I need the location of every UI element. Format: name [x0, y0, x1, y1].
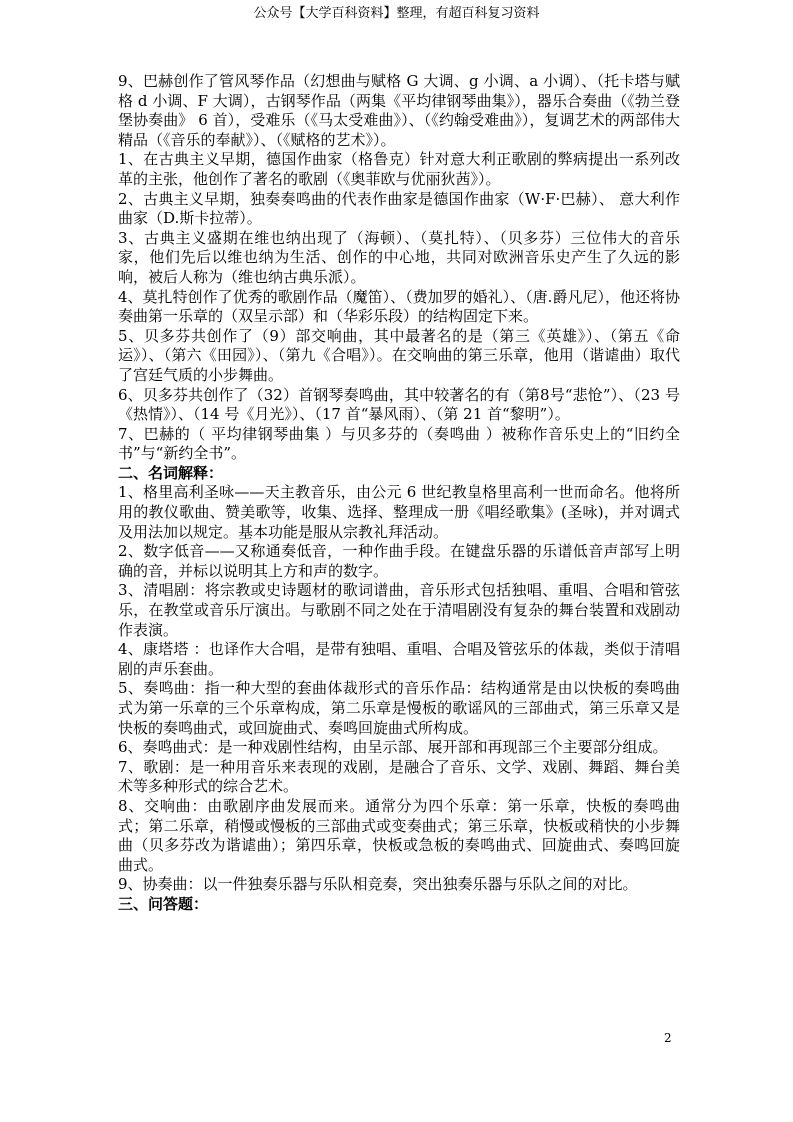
paragraph: 9、协奏曲：以一件独奏乐器与乐队相竞奏，突出独奏乐器与乐队之间的对比。	[118, 875, 638, 894]
paragraph: 1、在古典主义早期，德国作曲家（格鲁克）针对意大利正歌剧的弊病提出一系列改革的主张，他创作了著名的歌剧（《奥菲欧与优丽狄茜》）。	[118, 150, 680, 188]
paragraph: 6、奏鸣曲式：是一种戏剧性结构，由呈示部、展开部和再现部三个主要部分组成。	[118, 738, 668, 757]
section-heading: 三、问答题：	[118, 894, 209, 913]
paragraph: 8、交响曲：由歌剧序曲发展而来。通常分为四个乐章：第一乐章，快板的奏鸣曲式；第二乐章，稍慢或慢板的三部曲式或变奏曲式；第三乐章，快板或稍快的小步舞曲（贝多芬改为谐谑曲）；第四乐章，快板或急板的奏鸣曲式、回旋曲式、奏鸣回旋曲式。	[118, 796, 680, 874]
paragraph: 7、巴赫的（ 平均律钢琴曲集 ）与贝多芬的（奏鸣曲 ）被称作音乐史上的“旧约全书”与“新约全书”。	[118, 424, 680, 463]
paragraph: 7、歌剧：是一种用音乐来表现的戏剧，是融合了音乐、文学、戏剧、舞蹈、舞台美术等多种形式的综合艺术。	[118, 757, 680, 796]
section-heading: 二、名词解释：	[118, 463, 224, 482]
page-header: 公众号【大学百科资料】整理，有超百科复习资料	[253, 6, 540, 21]
paragraph: 1、格里高利圣咏——天主教音乐，由公元 6 世纪教皇格里高利一世而命名。他将所用的教仪歌曲、赞美歌等，收集、选择、整理成一册《唱经歌集》(圣咏)，并对调式及用法加以规定。基本功能是服从宗教礼拜活动。	[118, 483, 680, 541]
paragraph: 9、巴赫创作了管风琴作品（幻想曲与赋格 G 大调、g 小调、a 小调）、（托卡塔与赋格 d 小调、F 大调），古钢琴作品（两集《平均律钢琴曲集》），器乐合奏曲（《勃兰登堡协奏曲》 6 首），受难乐（《马太受难曲》）、（《约翰受难曲》），复调艺术的两部伟大精品（《音乐的奉献》）、（《赋格的艺术》）。	[118, 72, 680, 149]
paragraph: 4、莫扎特创作了优秀的歌剧作品（魔笛）、（费加罗的婚礼）、（唐.爵凡尼），他还将协奏曲第一乐章的（双呈示部）和（华彩乐段）的结构固定下来。	[118, 287, 680, 326]
paragraph: 4、康塔塔 ：也译作大合唱，是带有独唱、重唱、合唱及管弦乐的体裁，类似于清唱剧的声乐套曲。	[118, 640, 680, 678]
document-body	[118, 72, 680, 915]
paragraph: 2、数字低音——又称通奏低音，一种作曲手段。在键盘乐器的乐谱低音声部写上明确的音，并标以说明其上方和声的数字。	[118, 542, 680, 580]
paragraph: 3、清唱剧：将宗教或史诗题材的歌词谱曲，音乐形式包括独唱、重唱、合唱和管弦乐，在教堂或音乐厅演出。与歌剧不同之处在于清唱剧没有复杂的舞台装置和戏剧动作表演。	[118, 581, 680, 639]
page-number: 2	[664, 1031, 672, 1045]
paragraph: 2、古典主义早期，独奏奏鸣曲的代表作曲家是德国作曲家（W·F·巴赫）、 意大利作曲家（D.斯卡拉蒂）。	[118, 189, 680, 228]
paragraph: 5、奏鸣曲：指一种大型的套曲体裁形式的音乐作品：结构通常是由以快板的奏鸣曲式为第一乐章的三个乐章构成，第二乐章是慢板的歌谣风的三部曲式，第三乐章又是快板的奏鸣曲式，或回旋曲式、奏鸣回旋曲式所构成。	[118, 679, 680, 737]
paragraph: 6、贝多芬共创作了（32）首钢琴奏鸣曲，其中较著名的有（第8号“悲怆”）、（23 号《热情》）、（14 号《月光》）、（17 首“暴风雨）、（第 21 首“黎明”）。	[118, 385, 680, 424]
paragraph: 3、古典主义盛期在维也纳出现了（海顿）、（莫扎特）、（贝多芬）三位伟大的音乐家，他们先后以维也纳为生活、创作的中心地，共同对欧洲音乐史产生了久远的影响，被后人称为（维也纳古典乐派）。	[118, 228, 680, 286]
paragraph: 5、贝多芬共创作了（9）部交响曲，其中最著名的是（第三《英雄》）、（第五《命运》）、（第六《田园》）、（第九《合唱》）。在交响曲的第三乐章，他用（谐谑曲）取代了宫廷气质的小步舞曲。	[118, 326, 680, 384]
